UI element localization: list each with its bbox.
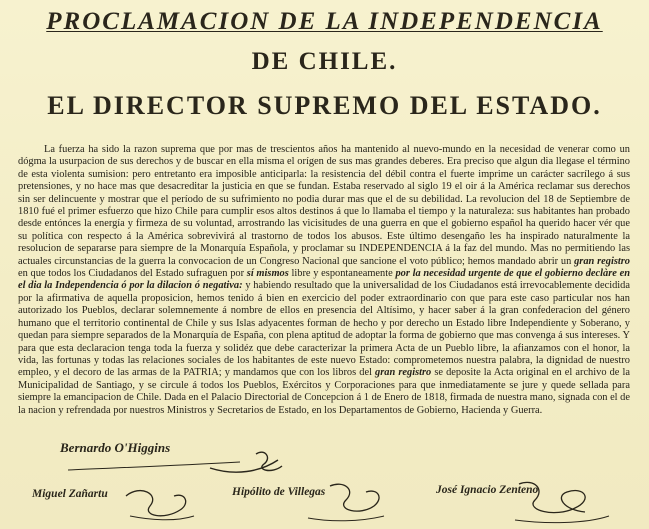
title-de-chile: DE CHILE. (251, 48, 398, 75)
signature-flourish-zenteno (505, 474, 615, 526)
body-italic-gran-registro-2: gran registro (375, 367, 435, 379)
body-text-part-2: en que todos los Ciudadanos del Estado sufraguen por (18, 268, 247, 280)
body-italic-gran-registro-1: gran registro (574, 255, 631, 267)
signature-miguel-zanartu: Miguel Zañartu (32, 488, 108, 500)
body-text-part-4: y habiendo resultado que la universalidad de los Ciudadanos está irrevocablemente decidida por la afirmativa de aquella proposicion, hemos tenido á bien en exercicio del poder extraordinario con que para este caso particular nos han autorizado los Pueblos, declarar solemnemente á nombre de ellos en presencia del Altísimo, y hacer saber á la gran confederacion del género humano que el territorio continental de Chile y sus Islas adyacentes forman de hecho y por derecho un Estado libre Independiente y Soberano, y quedan para siempre separados de la Monarquía de España, con plena aptitud de adoptar la forma de gobierno que mas convenga á sus intereses. Y para que esta declaracion tenga toda la fuerza y solidéz que debe caracterizar la primera Acta de un Pueblo libre, la afianzamos con el honor, la vida, las fortunas y todas las relaciones sociales de los habitantes de este nuevo Estado: comprometemos nuestra palabra, la dignidad de nuestro empleo, y el decoro de las armas de la PATRIA; y mandamos que con los libros del (18, 280, 630, 379)
body-text-part-1: La fuerza ha sido la razon suprema que por mas de trescientos años ha mantenido al nuevo-mundo en la necesidad de venerar como un dógma la usurpacion de sus derechos y de buscar en ella misma el orígen de sus mas grandes deberes. Era preciso que algun dia llegase el término de esta violenta sumision: pero entretanto era imposible anticiparla: la resistencia del débil contra el fuerte imprime un carácter sacrílego á sus pretensiones, y no hace mas que desacreditar la justicia en que se fundan. Estaba reservado al siglo 19 el oir á la América reclamar sus derechos sin ser delincuente y mostrar que el período de su sufrimiento no podia durar mas que el de su debilidad. La revolucion del 18 de Septiembre de 1810 fué el primer esfuerzo que hizo Chile para cumplir esos altos destinos á que lo llamaba el tiempo y la naturaleza: sus habitantes han probado desde entónces la energía y firmeza de su voluntad, arrostrando las vicisitudes de una guerra en que el gobierno español ha querido hacer vér que su política con respecto á la América sobrevivirá al trastorno de todos los abusos. Este último desengaño les ha inspirado naturalmente la resolucion de separarse para siempre de la Monarquía Española, y proclamar su INDEPENDENCIA á la faz del mundo. Mas no permitiendo las actuales circunstancias de la guerra la convocacion de un Congreso Nacional que sancione el voto público; hemos mandado abrir un (18, 144, 630, 267)
signature-hipolito-de-villegas: Hipólito de Villegas (232, 486, 326, 498)
signature-flourish-villegas (300, 476, 390, 526)
body-italic-si-mismos: sí mismos (246, 268, 292, 280)
title-proclamacion: PROCLAMACION DE LA INDEPENDENCIA (46, 8, 603, 35)
proclamation-body (18, 144, 630, 417)
body-text-part-3: libre y espontaneamente (291, 268, 396, 280)
signature-jose-ignacio-zenteno: José Ignacio Zenteno (436, 484, 539, 496)
body-italic-necesidad-urgente: por la necesidad urgente de que el gobierno declàre en el dia la Independencia ó por la dilacion ó negativa: (18, 268, 631, 292)
signature-bernardo-ohiggins: Bernardo O'Higgins (60, 440, 171, 455)
title-director-supremo: EL DIRECTOR SUPREMO DEL ESTADO. (47, 91, 602, 120)
signature-flourish-zanartu (120, 476, 200, 526)
body-text-part-5: se deposite la Acta original en el archivo de la Municipalidad de Santiago, y se circule á todos los Pueblos, Exércitos y Corporaciones para que inmediatamente se jure y quede sellada para siempre la emancipacion de Chile. Dada en el Palacio Directorial de Concepcion á 1 de Enero de 1818, firmada de nuestra mano, signada con el de la nacion y refrendada por nuestros Ministros y Secretarios de Estado, en los Departamentos de Gobierno, Hacienda y Guerra. (18, 367, 631, 416)
